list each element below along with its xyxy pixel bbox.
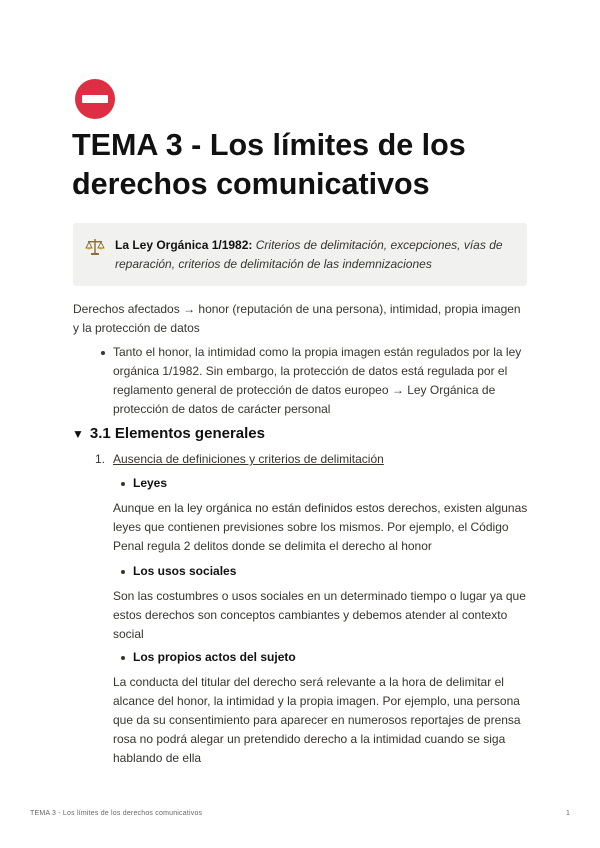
numbered-item-label: Ausencia de definiciones y criterios de delimitación	[113, 452, 384, 466]
page-title: TEMA 3 - Los límites de los derechos comunicativos	[72, 128, 466, 201]
list-number: 1.	[95, 452, 106, 466]
bullet-dot	[121, 482, 125, 486]
usos-paragraph: Son las costumbres o usos sociales en un determinado tiempo o lugar ya que estos derechos son conceptos cambiantes y debemos atender al contexto social	[113, 589, 526, 641]
actos-paragraph: La conducta del titular del derecho será relevante a la hora de delimitar el alcance del honor, la intimidad y la propia imagen. Por ejemplo, una persona que da su consentimiento para aparecer en numerosos reportajes de prensa rosa no podrá alegar un pretendido derecho a la intimidad cuando se siga hablando de ella	[113, 675, 521, 765]
section-heading[interactable]	[72, 424, 265, 444]
no-entry-icon	[74, 78, 116, 120]
intro-paragraph: Derechos afectados → honor (reputación de una persona), intimidad, propia imagen y la protección de datos	[73, 302, 521, 335]
callout-bold-text: La Ley Orgánica 1/1982:	[115, 238, 253, 252]
bullet-dot	[121, 570, 125, 574]
callout-text	[115, 236, 515, 274]
footer-text: TEMA 3 - Los límites de los derechos comunicativos	[30, 810, 203, 817]
callout-box	[73, 223, 527, 286]
bullet-dot	[121, 656, 125, 660]
bullet-dot	[101, 351, 105, 355]
subheading-propios-actos: Los propios actos del sujeto	[133, 650, 296, 664]
callout-italic-text: Criterios de delimitación, excepciones, vías de reparación, criterios de delimitación de las indemnizaciones	[115, 238, 503, 271]
toggle-triangle-icon[interactable]: ▼	[72, 427, 84, 441]
subheading-leyes: Leyes	[133, 476, 168, 490]
balance-scale-icon	[85, 237, 105, 257]
leyes-paragraph: Aunque en la ley orgánica no están definidos estos derechos, existen algunas leyes que contienen previsiones sobre los mismos. Por ejemplo, el Código Penal regula 2 delitos donde se delimita el derecho al honor	[113, 501, 528, 553]
bullet-item-text: Tanto el honor, la intimidad como la propia imagen están regulados por la ley orgánica 1/1982. Sin embargo, la protección de datos está regulada por el reglamento general de protección de datos europeo → Ley Orgánica de protección de datos de carácter personal	[113, 345, 522, 416]
section-title: 3.1 Elementos generales	[89, 425, 265, 442]
subheading-usos-sociales: Los usos sociales	[133, 564, 237, 578]
page-number: 1	[566, 810, 570, 817]
